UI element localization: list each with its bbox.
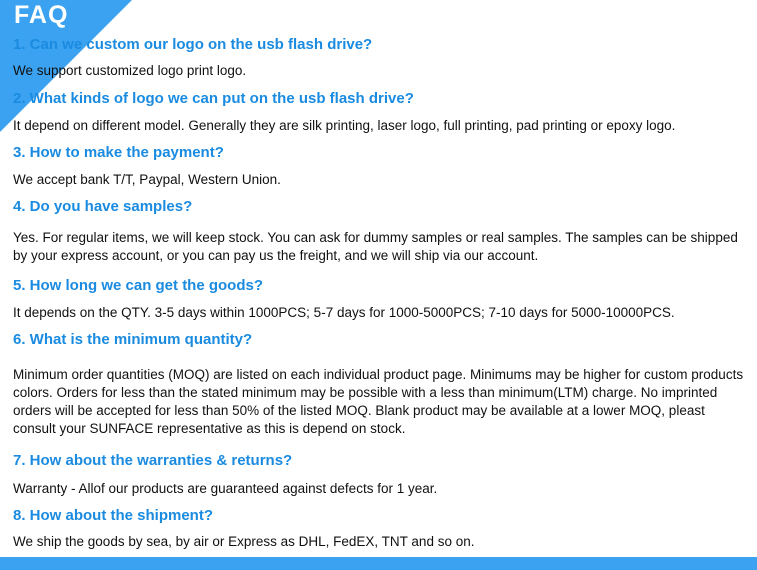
faq-question-1: 1. Can we custom our logo on the usb flash drive? [13,36,373,53]
faq-answer-8: We ship the goods by sea, by air or Express as DHL, FedEX, TNT and so on. [13,534,475,549]
faq-question-3: 3. How to make the payment? [13,144,224,161]
faq-question-8: 8. How about the shipment? [13,507,214,524]
faq-answer-5: It depends on the QTY. 3-5 days within 1000PCS; 5-7 days for 1000-5000PCS; 7-10 days for 5000-10000PCS. [13,305,675,320]
faq-question-5: 5. How long we can get the goods? [13,277,264,294]
faq-answer-1: We support customized logo print logo. [13,63,247,78]
bottom-accent-bar [0,557,757,570]
faq-question-6: 6. What is the minimum quantity? [13,331,253,348]
faq-answer-2: It depend on different model. Generally they are silk printing, laser logo, full printing, pad printing or epoxy logo. [13,118,676,133]
faq-answer-7: Warranty - Allof our products are guaranteed against defects for 1 year. [13,481,438,496]
faq-question-7: 7. How about the warranties & returns? [13,452,293,469]
page-title: FAQ [14,1,69,29]
faq-question-2: 2. What kinds of logo we can put on the usb flash drive? [13,90,414,107]
faq-question-4: 4. Do you have samples? [13,198,193,215]
faq-answer-6: Minimum order quantities (MOQ) are listed on each individual product page. Minimums may be higher for custom products colors. Orders for less than the stated minimum may be possible with a less than minimum(LTM) charge. No imprinted orders will be accepted for less than 50% of the listed MOQ. Blank product may be available at a lower MOQ, pleast consult your SUNFACE representative as this is depend on stock. [13,367,744,436]
faq-answer-4: Yes. For regular items, we will keep stock. You can ask for dummy samples or real samples. The samples can be shipped by your express account, or you can pay us the freight, and we will ship via our account. [13,230,738,263]
faq-answer-3: We accept bank T/T, Paypal, Western Union. [13,172,281,187]
